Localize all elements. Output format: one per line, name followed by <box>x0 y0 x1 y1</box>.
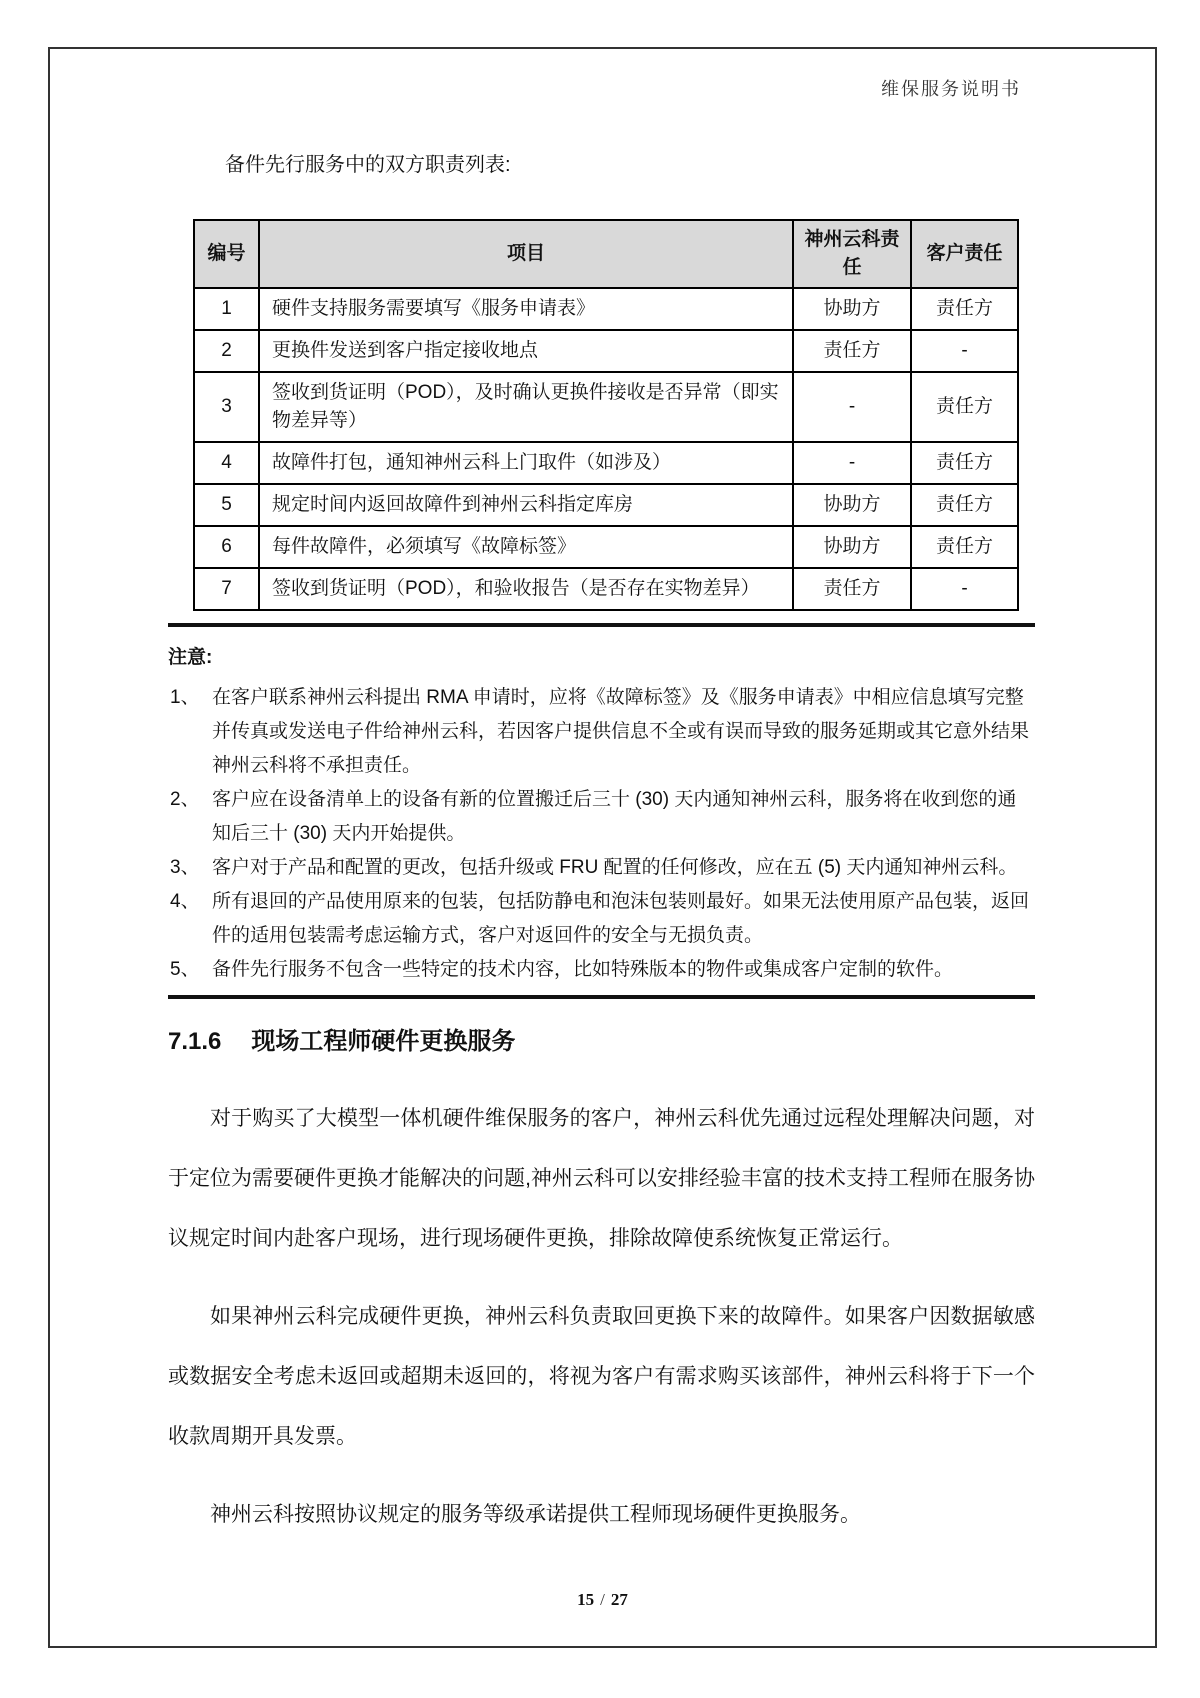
page-border <box>48 47 1157 1648</box>
note-number: 3、 <box>170 857 200 878</box>
cell-customer-responsibility: 责任方 <box>911 442 1018 484</box>
cell-vendor-responsibility: 责任方 <box>793 568 911 610</box>
cell-customer-responsibility: 责任方 <box>911 288 1018 330</box>
table-row <box>194 442 1018 484</box>
footer-page-number: 15 <box>577 1590 595 1609</box>
column-header-customer-responsibility: 客户责任 <box>911 220 1018 288</box>
body-paragraph: 如果神州云科完成硬件更换，神州云科负责取回更换下来的故障件。如果客户因数据敏感或数据安全考虑未返回或超期未返回的，将视为客户有需求购买该部件，神州云科将于下一个收款周期开具发票。 <box>168 1305 1035 1448</box>
document-header-title: 维保服务说明书 <box>881 79 1021 99</box>
body-paragraph: 神州云科按照协议规定的服务等级承诺提供工程师现场硬件更换服务。 <box>210 1503 861 1526</box>
body-paragraph: 对于购买了大模型一体机硬件维保服务的客户，神州云科优先通过远程处理解决问题，对于定位为需要硬件更换才能解决的问题,神州云科可以安排经验丰富的技术支持工程师在服务协议规定时间内赴客户现场，进行现场硬件更换，排除故障使系统恢复正常运行。 <box>168 1107 1035 1250</box>
cell-item: 每件故障件，必须填写《故障标签》 <box>259 526 793 568</box>
cell-vendor-responsibility: - <box>793 442 911 484</box>
note-number: 5、 <box>170 959 200 980</box>
divider-rule-top <box>168 623 1035 627</box>
cell-item: 硬件支持服务需要填写《服务申请表》 <box>259 288 793 330</box>
table-header-row <box>194 220 1018 288</box>
notes-label: 注意: <box>168 647 213 668</box>
column-header-item: 项目 <box>259 220 793 288</box>
notes-list <box>168 681 1035 987</box>
note-item <box>168 783 1035 851</box>
cell-number: 5 <box>194 484 259 526</box>
responsibility-table-body <box>194 288 1018 610</box>
note-text: 在客户联系神州云科提出 RMA 申请时，应将《故障标签》及《服务申请表》中相应信息填写完整并传真或发送电子件给神州云科，若因客户提供信息不全或有误而导致的服务延期或其它意外结果神州云科将不承担责任。 <box>212 687 1030 776</box>
note-text: 备件先行服务不包含一些特定的技术内容，比如特殊版本的物件或集成客户定制的软件。 <box>212 959 954 980</box>
cell-number: 4 <box>194 442 259 484</box>
note-item <box>168 851 1035 885</box>
cell-item: 更换件发送到客户指定接收地点 <box>259 330 793 372</box>
section-heading <box>168 1025 1035 1059</box>
cell-customer-responsibility: - <box>911 568 1018 610</box>
note-number: 2、 <box>170 789 200 810</box>
cell-vendor-responsibility: 协助方 <box>793 484 911 526</box>
note-text: 客户应在设备清单上的设备有新的位置搬迁后三十 (30) 天内通知神州云科，服务将在收到您的通知后三十 (30) 天内开始提供。 <box>212 789 1017 844</box>
cell-customer-responsibility: - <box>911 330 1018 372</box>
cell-number: 6 <box>194 526 259 568</box>
page-footer <box>50 1590 1155 1610</box>
note-text: 所有退回的产品使用原来的包装，包括防静电和泡沫包装则最好。如果无法使用原产品包装，返回件的适用包装需考虑运输方式，客户对返回件的安全与无损负责。 <box>212 891 1030 946</box>
table-row <box>194 568 1018 610</box>
intro-text: 备件先行服务中的双方职责列表: <box>225 154 511 176</box>
table-row <box>194 288 1018 330</box>
cell-vendor-responsibility: 协助方 <box>793 526 911 568</box>
cell-item: 签收到货证明（POD），及时确认更换件接收是否异常（即实物差异等） <box>259 372 793 442</box>
note-number: 4、 <box>170 891 200 912</box>
section-title: 现场工程师硬件更换服务 <box>251 1028 516 1055</box>
cell-number: 2 <box>194 330 259 372</box>
column-header-vendor-responsibility: 神州云科责任 <box>793 220 911 288</box>
table-row <box>194 484 1018 526</box>
note-item <box>168 953 1035 987</box>
divider-rule-bottom <box>168 995 1035 999</box>
cell-number: 3 <box>194 372 259 442</box>
note-item <box>168 681 1035 783</box>
note-item <box>168 885 1035 953</box>
cell-number: 1 <box>194 288 259 330</box>
page-content <box>168 49 1035 1563</box>
responsibility-table <box>193 219 1019 611</box>
cell-item: 规定时间内返回故障件到神州云科指定库房 <box>259 484 793 526</box>
section-number: 7.1.6 <box>168 1028 222 1055</box>
table-row <box>194 526 1018 568</box>
cell-vendor-responsibility: - <box>793 372 911 442</box>
cell-vendor-responsibility: 协助方 <box>793 288 911 330</box>
cell-number: 7 <box>194 568 259 610</box>
column-header-number: 编号 <box>194 220 259 288</box>
cell-customer-responsibility: 责任方 <box>911 526 1018 568</box>
cell-item: 故障件打包，通知神州云科上门取件（如涉及） <box>259 442 793 484</box>
table-row <box>194 372 1018 442</box>
section-paragraphs <box>168 1089 1035 1545</box>
note-text: 客户对于产品和配置的更改，包括升级或 FRU 配置的任何修改，应在五 (5) 天内通知神州云科。 <box>212 857 1018 878</box>
note-number: 1、 <box>170 687 200 708</box>
cell-item: 签收到货证明（POD），和验收报告（是否存在实物差异） <box>259 568 793 610</box>
cell-customer-responsibility: 责任方 <box>911 484 1018 526</box>
footer-separator: / <box>600 1590 605 1609</box>
footer-page-total: 27 <box>610 1590 628 1609</box>
table-row <box>194 330 1018 372</box>
cell-vendor-responsibility: 责任方 <box>793 330 911 372</box>
cell-customer-responsibility: 责任方 <box>911 372 1018 442</box>
